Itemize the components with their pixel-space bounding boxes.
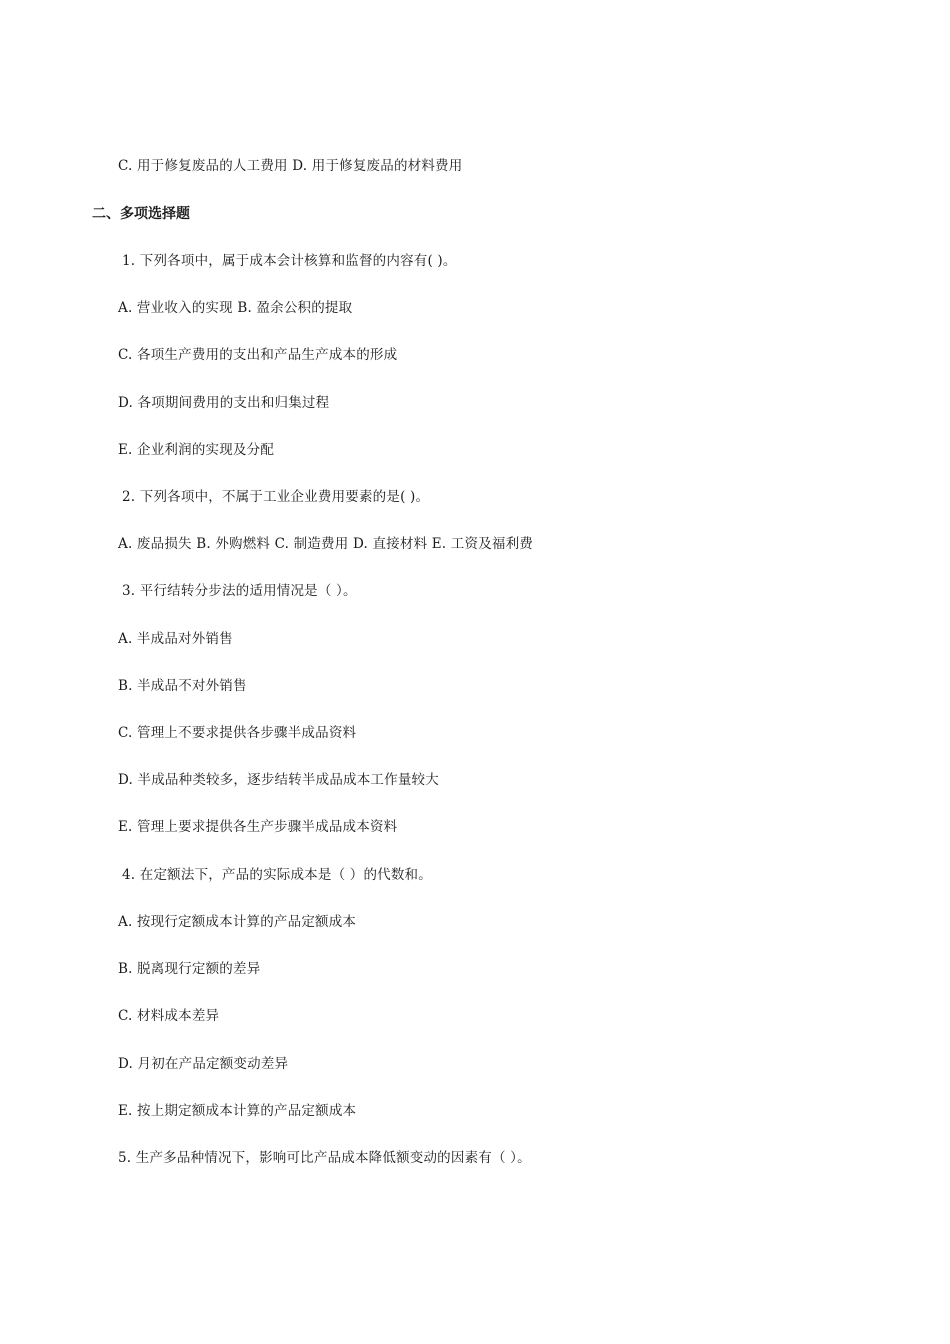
question-1-option-e: E. 企业利润的实现及分配 — [118, 442, 275, 458]
section-heading-multiple-choice: 二、多项选择题 — [92, 206, 190, 222]
question-1-option-c: C. 各项生产费用的支出和产品生产成本的形成 — [118, 347, 398, 363]
question-4-option-d: D. 月初在产品定额变动差异 — [118, 1056, 289, 1072]
question-4-option-c: C. 材料成本差异 — [118, 1008, 220, 1024]
question-2: 2. 下列各项中，不属于工业企业费用要素的是( )。 — [122, 489, 430, 505]
question-1-option-a-b: A. 营业收入的实现 B. 盈余公积的提取 — [118, 300, 353, 316]
question-4-option-a: A. 按现行定额成本计算的产品定额成本 — [118, 914, 357, 930]
question-3-option-a: A. 半成品对外销售 — [118, 631, 233, 647]
question-3-option-d: D. 半成品种类较多，逐步结转半成品成本工作量较大 — [118, 772, 439, 788]
question-3-option-e: E. 管理上要求提供各生产步骤半成品成本资料 — [118, 819, 398, 835]
question-4: 4. 在定额法下，产品的实际成本是（ ）的代数和。 — [122, 867, 432, 883]
question-1-option-d: D. 各项期间费用的支出和归集过程 — [118, 395, 330, 411]
question-3: 3. 平行结转分步法的适用情况是（ ）。 — [122, 583, 357, 599]
option-line-prev-c-d: C. 用于修复废品的人工费用 D. 用于修复废品的材料费用 — [118, 158, 463, 174]
question-5: 5. 生产多品种情况下，影响可比产品成本降低额变动的因素有（ ）。 — [118, 1150, 531, 1166]
question-3-option-b: B. 半成品不对外销售 — [118, 678, 247, 694]
question-3-option-c: C. 管理上不要求提供各步骤半成品资料 — [118, 725, 357, 741]
question-1: 1. 下列各项中，属于成本会计核算和监督的内容有( )。 — [122, 253, 457, 269]
question-2-options: A. 废品损失 B. 外购燃料 C. 制造费用 D. 直接材料 E. 工资及福利费 — [118, 536, 533, 552]
question-4-option-b: B. 脱离现行定额的差异 — [118, 961, 261, 977]
question-4-option-e: E. 按上期定额成本计算的产品定额成本 — [118, 1103, 357, 1119]
